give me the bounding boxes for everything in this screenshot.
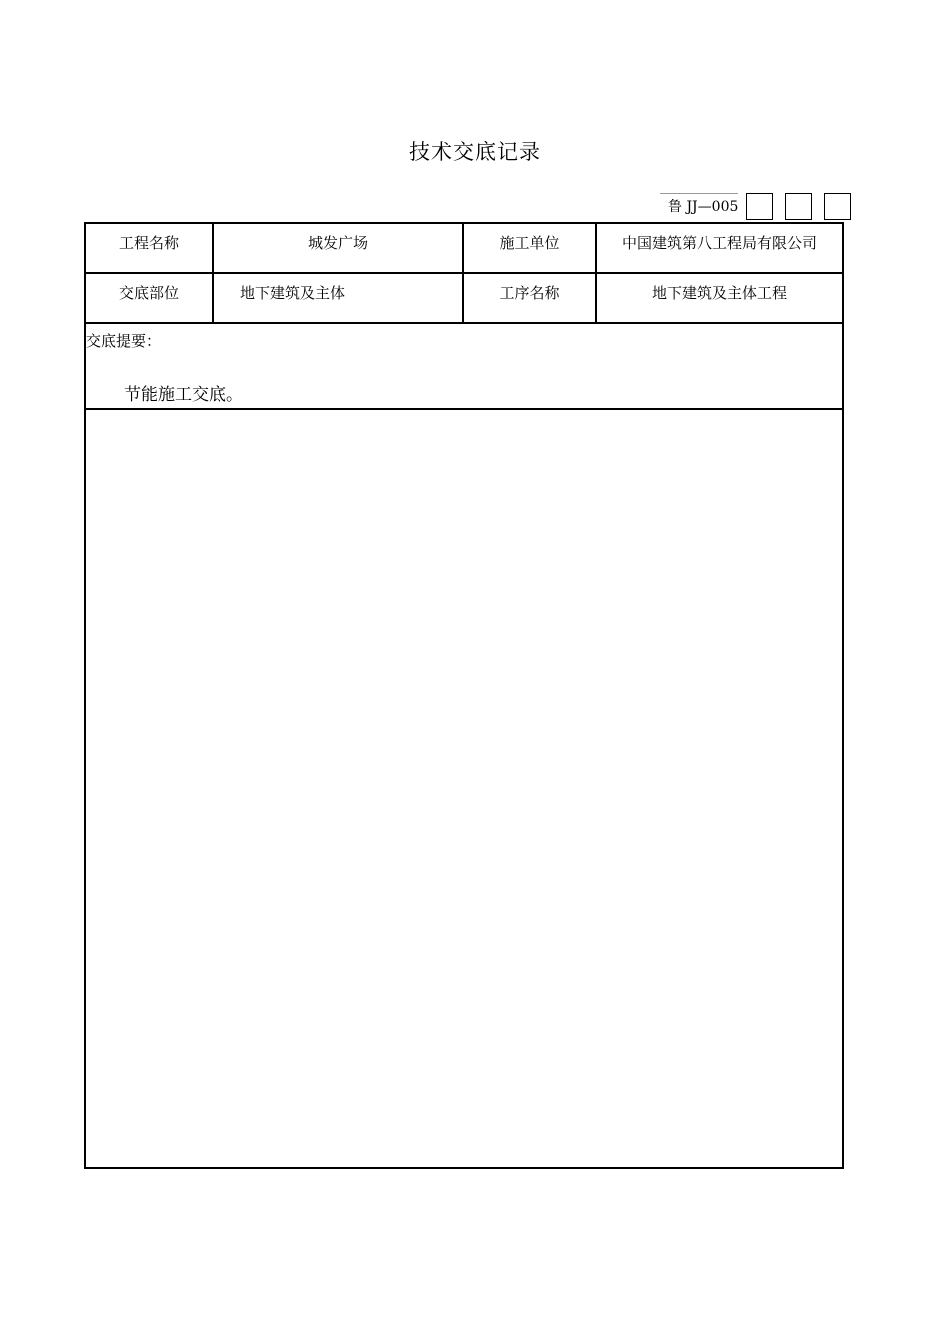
form-code-label: 鲁 JJ—005 <box>660 193 738 220</box>
project-name-label: 工程名称 <box>86 224 214 272</box>
content-area[interactable] <box>86 410 842 1167</box>
code-box-2[interactable] <box>785 193 812 220</box>
record-table <box>84 222 844 1169</box>
process-label: 工序名称 <box>464 274 597 322</box>
part-value[interactable]: 地下建筑及主体 <box>214 274 464 322</box>
table-row <box>86 274 842 324</box>
part-label: 交底部位 <box>86 274 214 322</box>
summary-section <box>86 324 842 410</box>
code-box-3[interactable] <box>824 193 851 220</box>
project-name-value[interactable]: 城发广场 <box>214 224 464 272</box>
process-value[interactable]: 地下建筑及主体工程 <box>651 284 787 302</box>
contractor-value[interactable]: 中国建筑第八工程局有限公司 <box>621 234 817 252</box>
form-code <box>660 193 851 221</box>
page-title: 技术交底记录 <box>409 140 541 164</box>
summary-text[interactable]: 节能施工交底。 <box>124 385 243 405</box>
summary-label: 交底提要： <box>86 332 162 350</box>
contractor-label: 施工单位 <box>464 224 597 272</box>
code-box-1[interactable] <box>746 193 773 220</box>
table-row <box>86 224 842 274</box>
